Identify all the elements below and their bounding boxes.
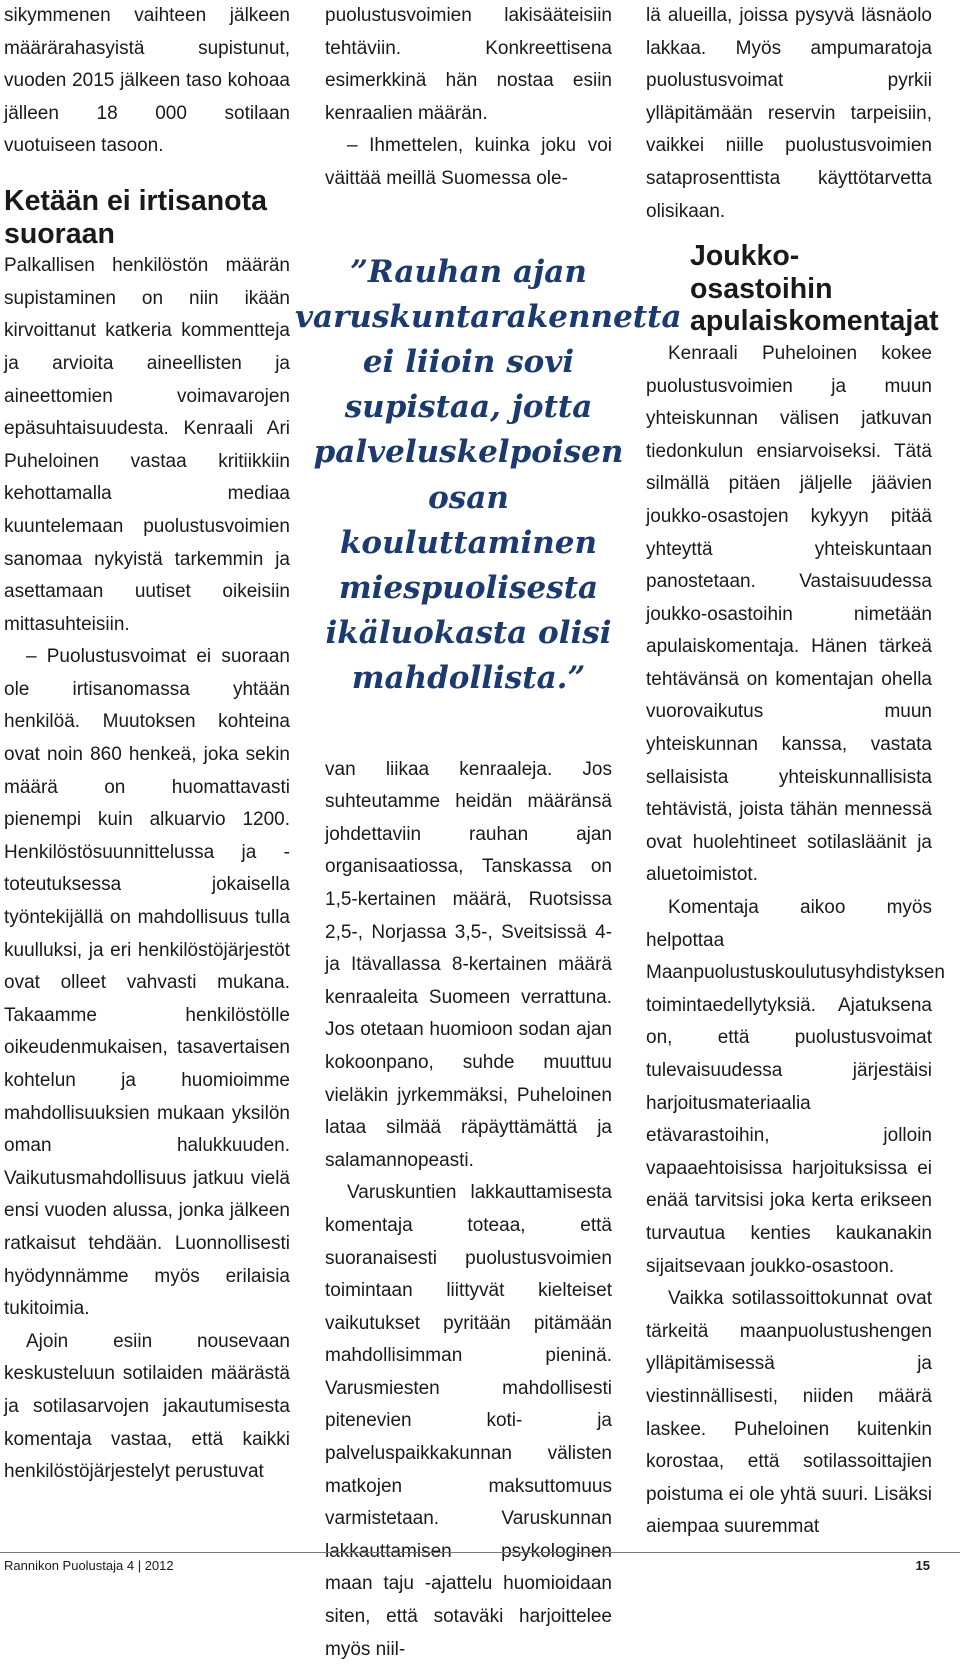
- article-column-3: [646, 0, 945, 1544]
- publication-name: Rannikon Puolustaja 4 | 2012: [4, 1558, 174, 1573]
- section-heading: Joukko-osastoihin apulaiskomentajat: [690, 240, 939, 338]
- paragraph: Vaikka sotilassoittokunnat ovat tärkeitä maanpuolustushengen ylläpitämisessä ja viestinnällisesti, niiden määrä laskee. Puheloinen kuitenkin korostaa, että sotilassoittajien poistuma ei ole yhtä suuri. Lisäksi aiempaa suuremmat: [646, 1288, 932, 1538]
- paragraph: sikymmenen vaihteen jälkeen määrärahasyistä supistunut, vuoden 2015 jälkeen taso kohoaa jälleen 18 000 sotilaan vuotuiseen tasoon.: [4, 5, 290, 157]
- paragraph: van liikaa kenraaleja. Jos suhteutamme heidän määränsä johdettaviin rauhan ajan organisaatiossa, Tanskassa on 1,5-kertainen määrä, Ruotsissa 2,5-, Norjassa 3,5-, Sveitsissä 4- ja Itävallassa 8-kertainen määrä kenraaleita Suomeen verrattuna. Jos otetaan huomioon sodan ajan kokoonpano, suhde muuttuu vieläkin jyrkemmäksi, Puheloinen lataa silmää räpäyttämättä ja salamannopeasti.: [325, 758, 612, 1171]
- paragraph: puolustusvoimien lakisääteisiin tehtäviin. Konkreettisena esimerkkinä hän nostaa esiin kenraalien määrän.: [325, 5, 612, 124]
- section-heading: Ketään ei irtisanota suoraan: [4, 184, 267, 250]
- paragraph: Varuskuntien lakkauttamisesta komentaja toteaa, että suoranaisesti puolustusvoimien toimintaan liittyvät kielteiset vaikutukset pyritään pitämään mahdollisimman pieninä. Varusmiesten mahdollisesti pitenevien koti- ja palveluspaikkakunnan välisten matkojen maksuttomuus varmistetaan. Varuskunnan lakkauttamisen psykologinen maan taju -ajattelu huomioidaan siten, että sotaväki harjoittelee myös niil-: [325, 1182, 612, 1660]
- page-footer: [0, 1552, 960, 1573]
- paragraph: Komentaja aikoo myös helpottaa Maanpuolustuskoulutusyhdistyksen toimintaedellytyksiä. Ajatuksena on, että puolustusvoimat tulevaisuudessa järjestäisi harjoitusmateriaalia etävarastoihin, jolloin vapaaehtoisissa harjoituksissa ei enää tarvitsisi joka kerta erikseen turvautua kenties kaukanakin sijaitsevaan joukko-osastoon.: [646, 897, 945, 1277]
- paragraph: Kenraali Puheloinen kokee puolustusvoimien ja muun yhteiskunnan välisen jatkuvan tiedonkulun ensiarvoiseksi. Tätä silmällä pitäen jäljelle jäävien joukko-osastojen kykyyn pitää yhteyttä yhteiskuntaan panostetaan. Vastaisuudessa joukko-osastoihin nimetään apulaiskomentaja. Hänen tärkeä tehtävänsä on komentajan ohella vuorovaikutus muun yhteiskunnan kanssa, vastata sellaisista yhteiskunnallisista tehtävistä, joista tähän mennessä ovat huolehtineet sotilasläänit ja aluetoimistot.: [646, 342, 932, 886]
- paragraph: Ajoin esiin nousevaan keskusteluun sotilaiden määrästä ja sotilasarvojen jakautumisesta komentaja vastaa, että kaikki henkilöstöjärjestelyt perustuvat: [4, 1330, 290, 1483]
- paragraph: Palkallisen henkilöstön määrän supistaminen on niin ikään kirvoittanut katkeria kommentteja ja arvioita aineellisten ja aineettomien voimavarojen epäsuhtaisuudesta. Kenraali Ari Puheloinen vastaa kritiikkiin kehottamalla mediaa kuuntelemaan puolustusvoimien sanomaa nykyistä tarkemmin ja asettamaan uutiset oikeisiin mittasuhteisiin.: [4, 255, 290, 635]
- pull-quote: ”Rauhan ajan varuskuntarakennetta ei liioin sovi supistaa, jotta palveluskelpoisen osan kouluttaminen miespuolisesta ikäluokasta olisi mahdollista.”: [295, 253, 682, 697]
- paragraph: lä alueilla, joissa pysyvä läsnäolo lakkaa. Myös ampumaratoja puolustusvoimat pyrkii ylläpitämään reservin tarpeisiin, vaikkei niille puolustusvoimien sataprosenttista käyttötarvetta olisikaan.: [646, 5, 932, 222]
- paragraph: – Ihmettelen, kuinka joku voi väittää meillä Suomessa ole-: [325, 135, 612, 189]
- article-column-1: [4, 0, 290, 1489]
- paragraph: – Puolustusvoimat ei suoraan ole irtisanomassa yhtään henkilöä. Muutoksen kohteina ovat noin 860 henkeä, joka sekin määrä on huomattavasti pienempi kuin alkuarvio 1200. Henkilöstösuunnittelussa ja -toteutuksessa jokaisella työntekijällä on mahdollisuus tulla kuulluksi, ja eri henkilöstöjärjestöt ovat olleet vahvasti mukana. Takaamme henkilöstölle oikeudenmukaisen, tasavertaisen kohtelun ja huomioimme mahdollisuuksien mukaan yksilön oman halukkuuden. Vaikutusmahdollisuus jatkuu vielä ensi vuoden alussa, jonka jälkeen ratkaisut tehdään. Luonnollisesti hyödynnämme myös erilaisia tukitoimia.: [4, 646, 290, 1320]
- article-column-2: [295, 0, 682, 1666]
- page-number: 15: [915, 1558, 930, 1573]
